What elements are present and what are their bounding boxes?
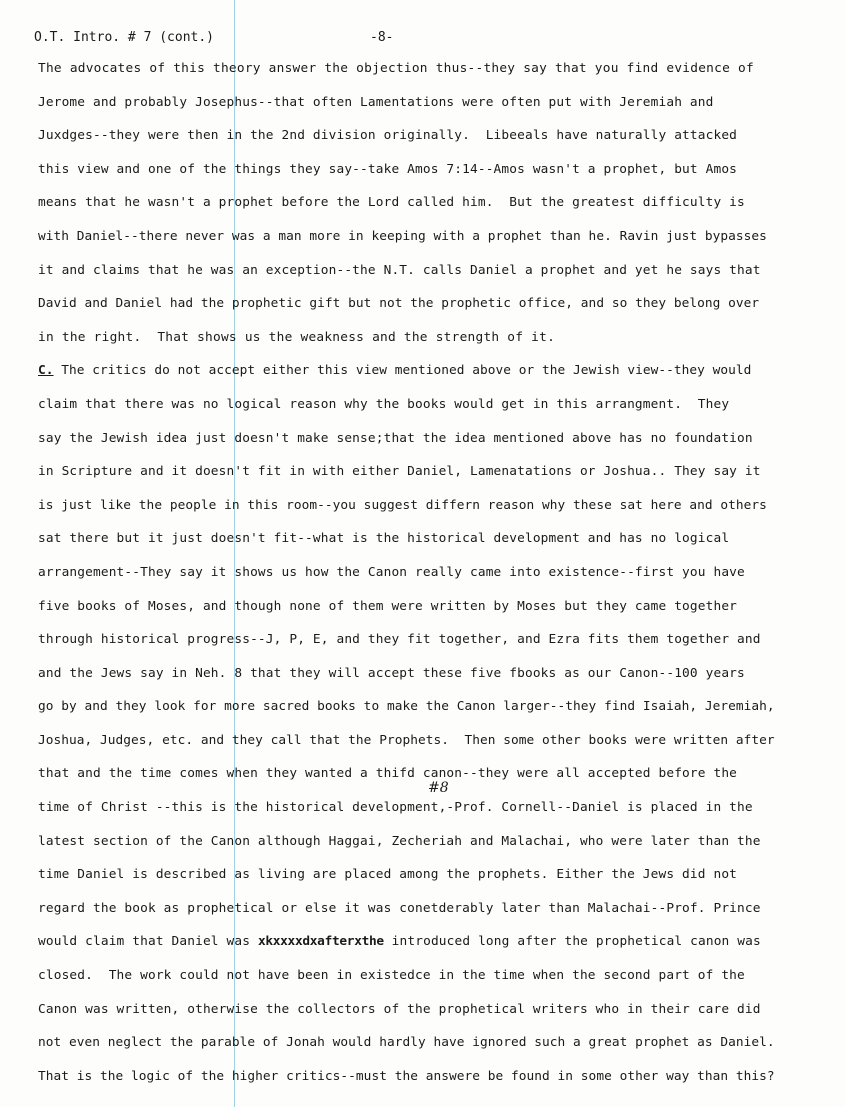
text-line: Canon was written, otherwise the collectors of the prophetical writers who in their care did <box>38 1001 761 1017</box>
text-line: The advocates of this theory answer the objection thus--they say that you find evidence of <box>38 61 754 76</box>
text-line: five books of Moses, and though none of them were written by Moses but they came together <box>38 598 738 614</box>
page-header <box>34 30 834 50</box>
prince-line-before: would claim that Daniel was <box>38 934 258 950</box>
struck-text: xkxxxxdxafterxthe <box>257 934 384 950</box>
page-number: -8- <box>370 30 394 45</box>
section-c-first-line <box>38 362 838 396</box>
text-line: that and the time comes when they wanted a thifd canon--they were all accepted before the <box>38 766 738 782</box>
prince-line-after: introduced long after the prophetical canon was <box>383 934 761 950</box>
text-line: say the Jewish idea just doesn't make sense;that the idea mentioned above has no foundation <box>38 430 753 446</box>
text-line: closed. The work could not have been in existedce in the time when the second part of the <box>38 968 745 984</box>
text-line: Juxdges--they were then in the 2nd division originally. Libeeals have naturally attacked <box>38 128 738 144</box>
text-line: means that he wasn't a prophet before the Lord called him. But the greatest difficulty is <box>38 195 745 211</box>
body-text <box>38 60 838 1101</box>
text-line: through historical progress--J, P, E, and they fit together, and Ezra fits them together and <box>38 632 761 648</box>
text-line: sat there but it just doesn't fit--what is the historical development and has no logical <box>38 531 730 547</box>
course-title: O.T. Intro. # 7 (cont.) <box>34 30 215 45</box>
text-line: with Daniel--there never was a man more in keeping with a prophet than he. Ravin just bypasses <box>38 228 767 244</box>
text-line: regard the book as prophetical or else it was conetderably later than Malachai--Prof. Prince <box>38 900 761 916</box>
text-line: and the Jews say in Neh. 8 that they will accept these five fbooks as our Canon--100 years <box>38 665 745 681</box>
prince-line <box>38 933 838 967</box>
text-line: Joshua, Judges, etc. and they call that the Prophets. Then some other books were written after <box>38 732 775 748</box>
text-line: time of Christ --this is the historical development,-Prof. Cornell--Daniel is placed in the <box>38 800 753 816</box>
section-c-first-text: The critics do not accept either this view mentioned above or the Jewish view--they would <box>53 363 752 379</box>
text-line: David and Daniel had the prophetic gift but not the prophetic office, and so they belong over <box>38 296 760 312</box>
text-line: claim that there was no logical reason why the books would get in this arrangment. They <box>38 396 730 412</box>
text-line: That is the logic of the higher critics--must the answere be found in some other way than this? <box>38 1068 775 1084</box>
text-line: in Scripture and it doesn't fit in with either Daniel, Lamenatations or Joshua.. They say it <box>38 464 761 480</box>
text-line: this view and one of the things they say--take Amos 7:14--Amos wasn't a prophet, but Amos <box>38 161 738 177</box>
text-line: it and claims that he was an exception--the N.T. calls Daniel a prophet and yet he says that <box>38 262 761 278</box>
text-line: time Daniel is described as living are placed among the prophets. Either the Jews did not <box>38 867 738 883</box>
text-line: in the right. That shows us the weakness and the strength of it. <box>38 329 556 345</box>
section-c-label: C. <box>38 363 54 379</box>
text-line: not even neglect the parable of Jonah would hardly have ignored such a great prophet as Daniel. <box>38 1035 775 1051</box>
text-line: is just like the people in this room--you suggest differn reason why these sat here and others <box>38 497 767 513</box>
text-line: Jerome and probably Josephus--that often Lamentations were often put with Jeremiah and <box>38 94 714 110</box>
text-line: arrangement--They say it shows us how the Canon really came into existence--first you have <box>38 564 745 580</box>
text-line: go by and they look for more sacred books to make the Canon larger--they find Isaiah, Jeremiah, <box>38 699 775 715</box>
text-line: latest section of the Canon although Haggai, Zecheriah and Malachai, who were later than the <box>38 833 761 849</box>
handwritten-mark: #8 <box>428 780 449 796</box>
